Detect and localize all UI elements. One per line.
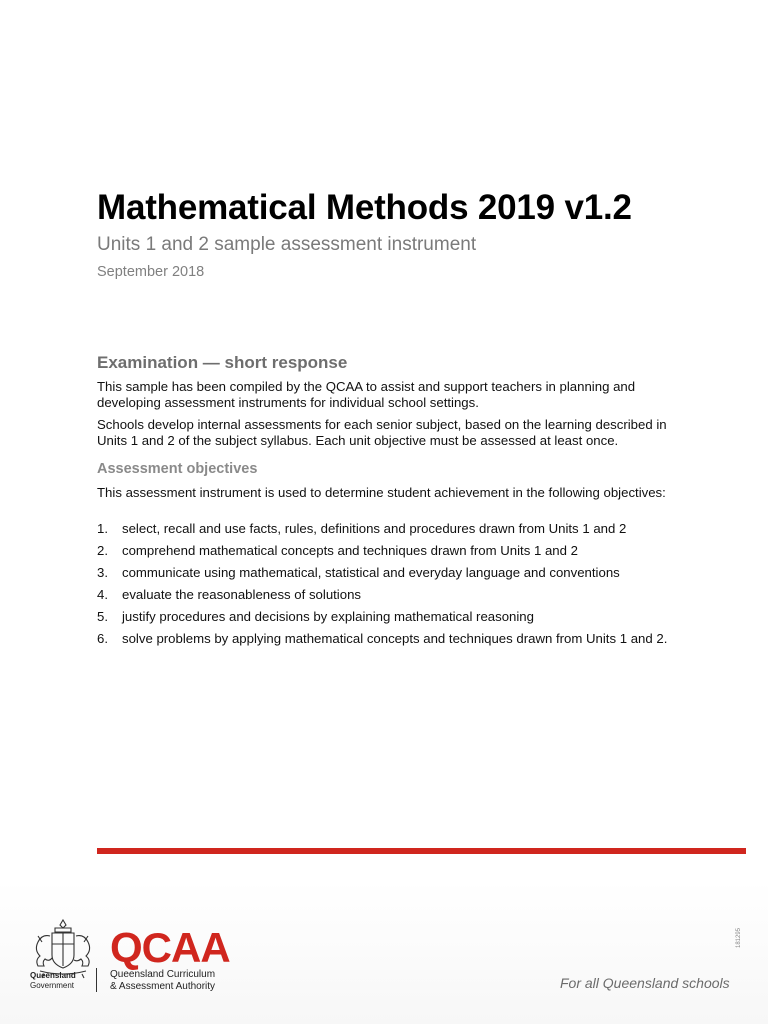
objective-text: evaluate the reasonableness of solutions — [122, 587, 362, 602]
objective-text: solve problems by applying mathematical concepts and techniques drawn from Units 1 and 2. — [122, 631, 668, 646]
objective-item — [97, 565, 682, 581]
document-code: 181295 — [736, 927, 742, 948]
qcaa-full-name-line1: Queensland Curriculum — [110, 969, 216, 980]
footer-tagline: For all Queensland schools — [560, 975, 730, 991]
objective-item — [97, 631, 682, 647]
objective-number: 2. — [97, 543, 108, 558]
objective-text: communicate using mathematical, statistical and everyday language and conventions — [122, 565, 620, 580]
objective-number: 5. — [97, 609, 108, 624]
qcaa-full-name-line2: & Assessment Authority — [110, 981, 216, 992]
document-title: Mathematical Methods 2019 v1.2 — [97, 188, 632, 227]
objective-text: justify procedures and decisions by explaining mathematical reasoning — [122, 609, 534, 624]
objectives-heading: Assessment objectives — [97, 461, 258, 477]
document-subtitle: Units 1 and 2 sample assessment instrument — [97, 234, 477, 255]
qgov-name-line2: Government — [30, 981, 75, 990]
objective-item — [97, 609, 682, 625]
objective-text: comprehend mathematical concepts and techniques drawn from Units 1 and 2 — [122, 543, 578, 558]
objective-number: 6. — [97, 631, 108, 646]
qcaa-logo-wordmark: QCAA — [110, 924, 230, 971]
objectives-list — [97, 521, 682, 653]
objective-item — [97, 543, 682, 559]
objective-number: 1. — [97, 521, 108, 536]
objective-item — [97, 521, 682, 537]
objectives-intro: This assessment instrument is used to determine student achievement in the following objectives: — [97, 485, 666, 500]
schools-paragraph: Schools develop internal assessments for each senior subject, based on the learning described in Units 1 and 2 of the subject syllabus. Each unit objective must be assessed at least once. — [97, 417, 667, 448]
objective-number: 4. — [97, 587, 108, 602]
logo-divider — [96, 968, 97, 992]
objective-item — [97, 587, 682, 603]
objective-text: select, recall and use facts, rules, definitions and procedures drawn from Units 1 and 2 — [122, 521, 627, 536]
document-date: September 2018 — [97, 264, 205, 280]
footer-red-rule — [97, 848, 746, 854]
section-heading: Examination — short response — [97, 353, 348, 372]
qgov-name-line1: Queensland — [30, 971, 76, 980]
intro-paragraph: This sample has been compiled by the QCAA to assist and support teachers in planning and developing assessment instruments for individual school settings. — [97, 379, 636, 410]
objective-number: 3. — [97, 565, 108, 580]
